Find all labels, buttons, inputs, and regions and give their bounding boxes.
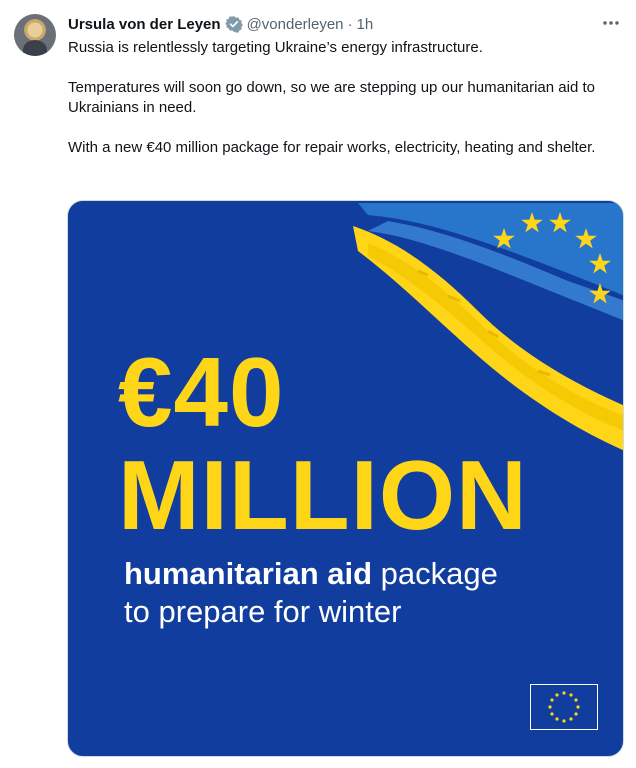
eu-flag-icon <box>530 684 598 730</box>
tweet-paragraph: Temperatures will soon go down, so we are stepping up our humanitarian aid to Ukrainians in need. <box>68 79 595 116</box>
author-handle[interactable]: @vonderleyen <box>246 15 344 33</box>
author-name[interactable]: Ursula von der Leyen <box>68 15 221 33</box>
tweet-paragraph: Russia is relentlessly targeting Ukraine’s energy infrastructure. <box>68 39 483 56</box>
avatar[interactable] <box>14 14 56 56</box>
tweet-header <box>68 14 616 34</box>
timestamp[interactable]: 1h <box>356 15 374 33</box>
amount-headline: €40 <box>118 337 285 447</box>
subtitle-line-1 <box>124 555 604 593</box>
tweet-paragraph: With a new €40 million package for repair works, electricity, heating and shelter. <box>68 139 596 156</box>
subtitle-bold: humanitarian aid <box>124 556 373 591</box>
tweet-text <box>68 38 624 178</box>
unit-headline: MILLION <box>118 440 528 550</box>
subtitle-line-2: to prepare for winter <box>124 594 402 629</box>
separator-dot: · <box>347 15 353 33</box>
image-subtitle <box>124 555 604 631</box>
subtitle-rest: package <box>372 556 498 591</box>
tweet-image[interactable] <box>67 200 624 757</box>
verified-badge-icon[interactable] <box>225 15 243 33</box>
more-options-icon[interactable] <box>600 12 622 34</box>
